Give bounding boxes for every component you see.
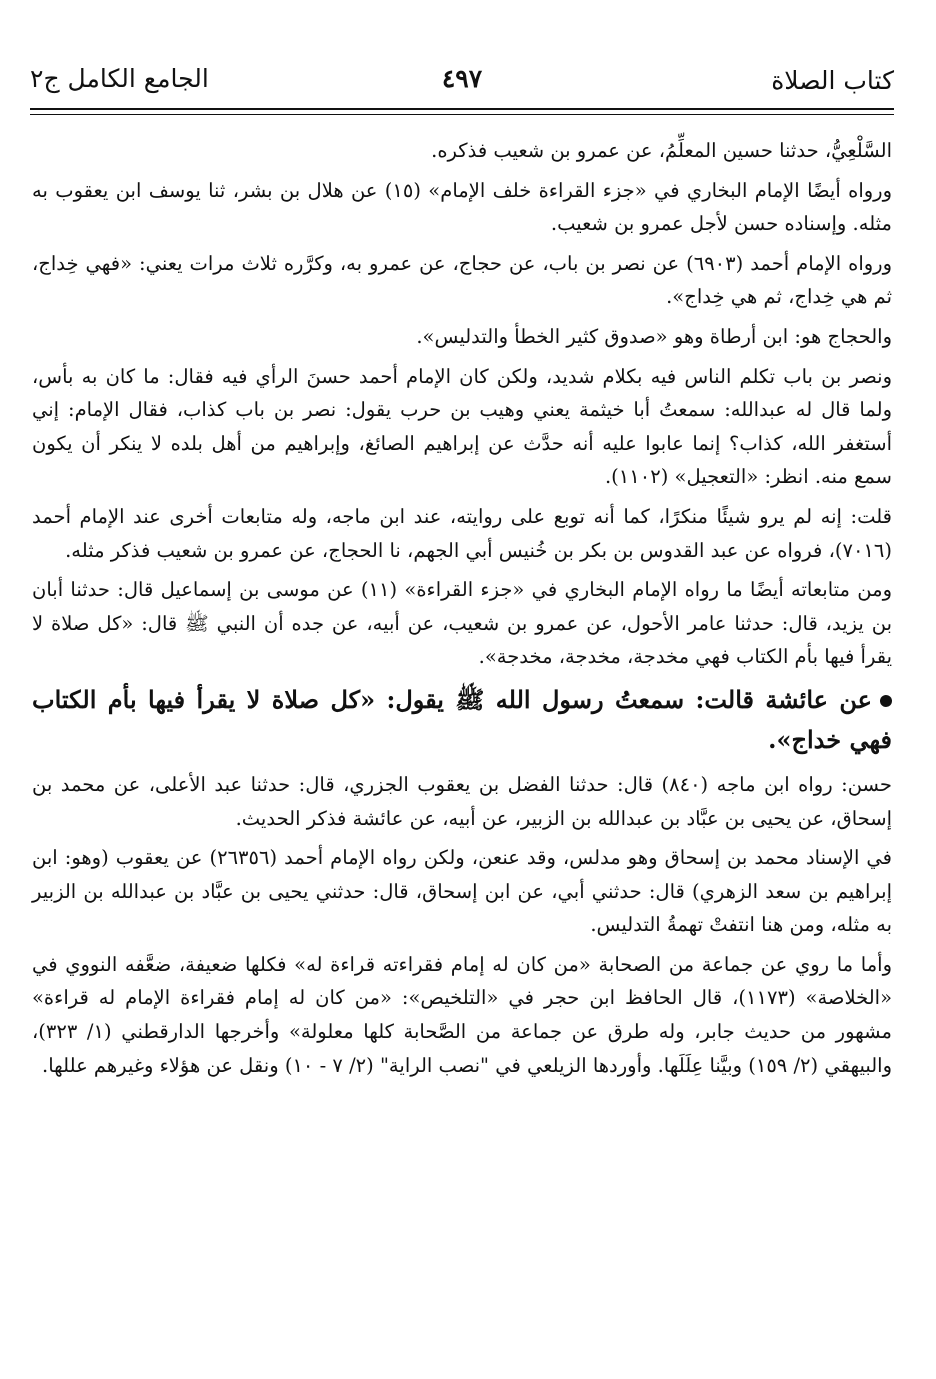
page-header: [30, 62, 894, 102]
paragraph: في الإسناد محمد بن إسحاق وهو مدلس، وقد عنعن، ولكن رواه الإمام أحمد (٢٦٣٥٦) عن يعقوب (وهو: ابن إبراهيم بن سعد الزهري) قال: حدثني أبي، عن ابن إسحاق، قال: حدثني يحيى بن عبَّاد بن عبدالله بن الزبير به مثله، ومن هنا انتفتْ تهمةُ التدليس.: [32, 846, 893, 937]
paragraph: ورواه أيضًا الإمام البخاري في «جزء القراءة خلف الإمام» (١٥) عن هلال بن بشر، ثنا يوسف ابن يعقوب به مثله. وإسناده حسن لأجل عمرو بن شعيب.: [32, 178, 892, 236]
hadith-heading: [32, 680, 892, 760]
paragraph: والحجاج هو: ابن أرطاة وهو «صدوق كثير الخطأ والتدليس».: [416, 324, 892, 348]
bullet-icon: [880, 695, 892, 707]
paragraph: السَّلْعِيُّ، حدثنا حسين المعلِّمُ، عن عمرو بن شعيب فذكره.: [431, 139, 892, 162]
page-body: [32, 134, 892, 1088]
paragraph: وأما ما روي عن جماعة من الصحابة «من كان له إمام فقراءته قراءة له» فكلها ضعيفة، ضعَّفه النووي في «الخلاصة» (١١٧٣)، قال الحافظ ابن حجر في «التلخيص»: «من كان له إمام فقراءة الإمام له قراءة» مشهور من حديث جابر، وله طرق عن جماعة من الصَّحابة كلها معلولة» وأخرجها الدارقطني (١/ ٣٢٣)، والبيهقي (٢/ ١٥٩) وبيَّنا عِلَلَها. وأوردها الزيلعي في "نصب الراية" (٢/ ٧ - ١٠) ونقل عن هؤلاء وغيرهم عللها.: [32, 952, 893, 1077]
header-rule-thick: [30, 108, 894, 110]
paragraph: ورواه الإمام أحمد (٦٩٠٣) عن نصر بن باب، عن حجاج، عن عمرو به، وكرَّره ثلاث مرات يعني: «فهي خِداج، ثم هي خِداج، ثم هي خِداج».: [32, 251, 892, 309]
header-rule-thin: [30, 114, 894, 115]
paragraph: حسن: رواه ابن ماجه (٨٤٠) قال: حدثنا الفضل بن يعقوب الجزري، قال: حدثنا عبد الأعلى، عن محمد بن إسحاق، عن يحيى بن عبَّاد بن عبدالله بن الزبير، عن أبيه، عن عائشة فذكر الحديث.: [32, 772, 892, 830]
running-head-title: الجامع الكامل ج٢: [30, 64, 209, 93]
paragraph: ومن متابعاته أيضًا ما رواه الإمام البخاري في «جزء القراءة» (١١) عن موسى بن إسماعيل قال: حدثنا أبان بن يزيد، قال: حدثنا عامر الأحول، عن عمرو بن شعيب، عن أبيه، عن جده أن النبي ﷺ قال: «كل صلاة لا يقرأ فيها بأم الكتاب فهي مخدجة، مخدجة، مخدجة».: [32, 578, 892, 669]
running-head-section: كتاب الصلاة: [771, 66, 894, 95]
paragraph: ونصر بن باب تكلم الناس فيه بكلام شديد، ولكن كان الإمام أحمد حسنَ الرأي فيه فقال: ما كان به بأس، ولما قال له عبدالله: سمعتُ أبا خيثمة يعني وهيب بن حرب يقول: نصر بن باب كذاب، فقال الإمام: إني أستغفر الله، كذاب؟ إنما عابوا عليه أنه حدَّث عن إبراهيم الصائغ، وإبراهيم من أهل بلده لا ينكر أن يكون سمع منه. انظر: «التعجيل» (١١٠٢).: [32, 364, 892, 489]
paragraph: قلت: إنه لم يرو شيئًا منكرًا، كما أنه توبع على روايته، عند ابن ماجه، وله متابعات أخرى عند الإمام أحمد (٧٠١٦)، فرواه عن عبد القدوس بن بكر بن خُنيس أبي الجهم، نا الحجاج، عن عمرو بن شعيب فذكر مثله.: [32, 504, 892, 562]
page-number: ٤٩٧: [441, 64, 483, 93]
hadith-text: عن عائشة قالت: سمعتُ رسول الله ﷺ يقول: «كل صلاة لا يقرأ فيها بأم الكتاب فهي خداج».: [32, 684, 892, 754]
